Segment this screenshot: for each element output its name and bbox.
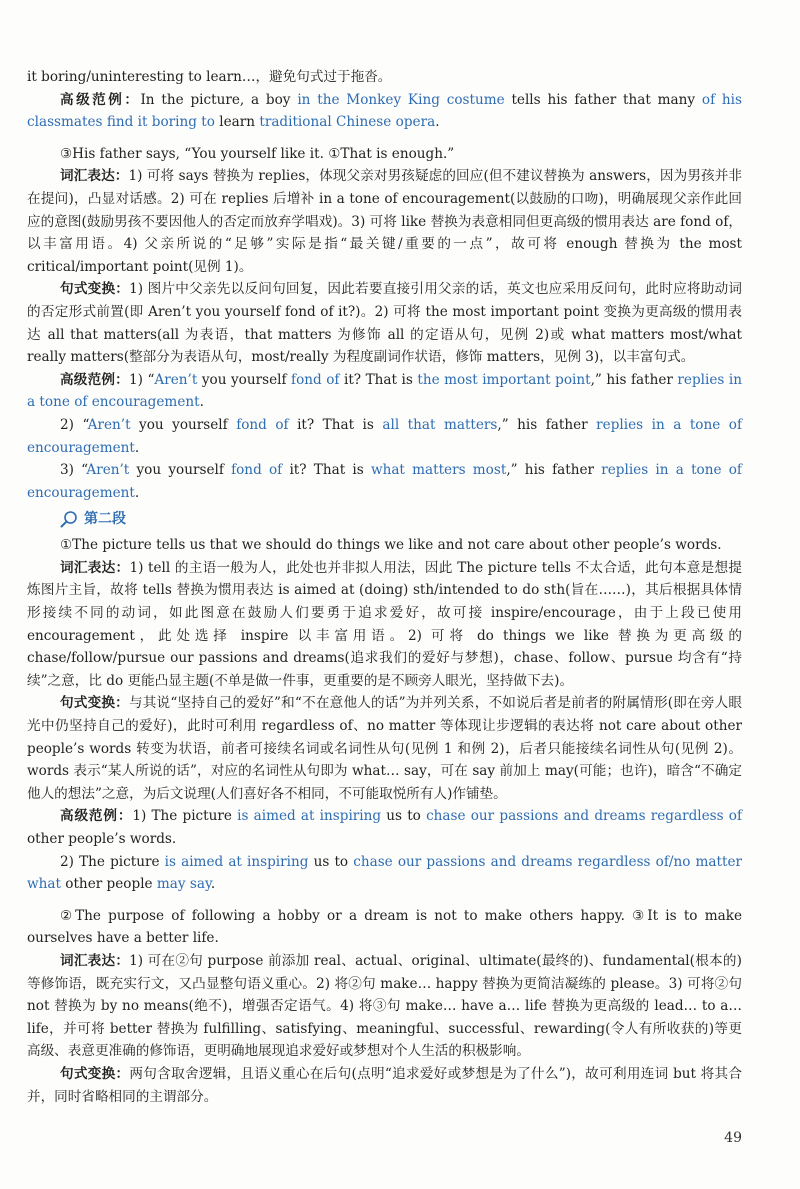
example-text: tells his father that many	[504, 91, 702, 108]
example-text: 3) “	[60, 462, 87, 479]
page-number: 49	[724, 1130, 742, 1146]
vocab-label: 词汇表达：	[60, 952, 130, 969]
example-highlight: fond of	[236, 416, 289, 433]
example-text: it? That is	[339, 371, 418, 388]
syntax-label: 句式变换：	[60, 695, 129, 712]
advanced-example-3-2	[27, 851, 742, 896]
example-text: learn	[214, 114, 260, 131]
example-label: 高级范例：	[60, 808, 133, 825]
example-highlight: fond of	[231, 462, 283, 479]
advanced-example-3-1	[27, 805, 742, 850]
carryover-text: it boring/uninteresting to learn…，避免句式过于拖沓。	[27, 69, 392, 85]
syntax-note-2	[27, 692, 742, 805]
vocab-text: 1) 可在②句 purpose 前添加 real、actual、original、ultimate(最终的)、fundamental(根本的)等修饰语，既充实行文，又凸显整句语义重心。2) 将②句 make… happy 替换为更简洁凝练的 please。3) 可将②句 not 替换为 by no means(绝不)，增强否定语气。4) 将③句 make… have a… life 替换为更高级的 lead… to a… life，并可将 better 替换为 fulfilling、satisfying、meaningful、successful、rewarding(令人有所收获的)等更高级、表意更准确的修饰语，更明确地展现追求爱好或梦想对个人生活的积极影响。	[27, 952, 742, 1060]
source-sentence-p2-23	[27, 905, 742, 950]
example-text: ,” his father	[590, 371, 678, 388]
magnifier-icon	[60, 510, 78, 528]
vocab-text: 1) 可将 says 替换为 replies，体现父亲对男孩疑虑的回应(但不建议替换为 answers，因为男孩并非在提问)，凸显对话感。2) 可在 replies 后增补 in a tone of encouragement(以鼓励的口吻)，明确展现父亲作此回应的意图(鼓励男孩不要因他人的否定而放弃学唱戏)。3) 可将 like 替换为表意相同但更高级的惯用表达 are fond of，以丰富用语。4) 父亲所说的“足够”实际是指“最关键/重要的一点”，故可将 enough 替换为 the most critical/important point(见例 1)。	[27, 168, 743, 275]
advanced-example-2-2	[27, 414, 742, 459]
example-text: us to	[381, 808, 427, 825]
example-text: you yourself	[130, 416, 237, 433]
example-highlight: fond of	[291, 371, 340, 388]
example-text: you yourself	[129, 462, 232, 479]
vocab-label: 词汇表达：	[60, 168, 129, 185]
example-label: 高级范例：	[60, 371, 129, 388]
example-highlight: is aimed at inspiring	[237, 808, 382, 825]
example-highlight: chase our passions and dreams regardless of/no matter what	[27, 853, 742, 893]
vocab-note-2	[27, 557, 742, 693]
syntax-text: 两句含取舍逻辑，且语义重心在后句(点明“追求爱好或梦想是为了什么”)，故可利用连词 but 将其合并，同时省略相同的主谓部分。	[27, 1065, 742, 1105]
example-text: you yourself	[197, 371, 292, 388]
example-text: 1) “	[128, 371, 155, 388]
example-text: it? That is	[282, 462, 371, 479]
example-text: .	[210, 876, 216, 893]
example-text: us to	[308, 853, 354, 870]
section-heading-text: 第二段	[84, 511, 126, 528]
example-text: ,” his father	[497, 416, 597, 433]
example-highlight: replies in a tone of encouragement	[27, 416, 742, 456]
example-highlight: replies in a tone of encouragement	[27, 371, 742, 411]
source-sentence-text: ①The picture tells us that we should do things we like and not care about other people’s words.	[60, 537, 722, 554]
example-text: .	[134, 439, 140, 456]
example-text: 2) “	[60, 416, 88, 433]
example-highlight: of his classmates find it boring to	[27, 91, 742, 131]
example-highlight: Aren’t	[87, 416, 131, 433]
example-text: ,” his father	[506, 462, 602, 479]
example-highlight: may say	[156, 876, 211, 893]
example-highlight: what matters most	[370, 462, 507, 479]
carryover-paragraph	[27, 66, 742, 89]
example-highlight: the most important point	[417, 371, 591, 388]
example-text: other people’s words.	[27, 831, 177, 847]
example-text: 1) The picture	[132, 808, 238, 825]
advanced-example-2-3	[27, 459, 742, 504]
example-text: .	[199, 394, 204, 411]
example-text: .	[435, 114, 440, 131]
example-highlight: traditional Chinese opera	[259, 114, 436, 131]
vocab-text: 1) tell 的主语一般为人，此处也并非拟人用法，因此 The picture tells 不太合适，此句本意是想提炼图片主旨，故将 tells 替换为惯用表达 is aimed at (doing) sth/intended to do sth(旨在……)，其后根据具体情形接续不同的动词，如此图意在鼓励人们要勇于追求爱好，故可接 inspire/encourage，由于上段已使用 encouragement，此处选择 inspire 以丰富用语。2) 可将 do things we like 替换为更高级的 chase/follow/pursue our passions and dreams(追求我们的爱好与梦想)，chase、follow、pursue 均含有“持续”之意，比 do 更能凸显主题(不单是做一件事，更重要的是不顾旁人眼光，坚持做下去)。	[27, 559, 742, 689]
example-highlight: Aren’t	[86, 462, 130, 479]
section-heading-2	[60, 508, 742, 530]
example-label: 高级范例：	[60, 91, 141, 108]
example-text: it? That is	[288, 416, 383, 433]
syntax-note-3	[27, 1063, 742, 1108]
example-highlight: all that matters	[382, 416, 498, 433]
example-highlight: in the Monkey King costume	[297, 91, 505, 108]
syntax-text: 1) 图片中父亲先以反问句回复，因此若要直接引用父亲的话，英文也应采用反问句，此时应将助动词的否定形式前置(即 Aren’t you yourself fond of it?)。2) 可将 the most important point 变换为更高级的惯用表达 all that matters(all 为表语，that matters 为修饰 all 的定语从句，见例 2)或 what matters most/what really matters(整部分为表语从句，most/really 为程度副词作状语，修饰 matters，见例 3)，以丰富句式。	[27, 281, 742, 366]
example-text: other people	[60, 876, 157, 893]
syntax-label: 句式变换：	[60, 281, 130, 298]
example-highlight: replies in a tone of encouragement	[27, 462, 742, 501]
example-highlight: is aimed at inspiring	[164, 853, 309, 870]
source-sentence-text: ③His father says, “You yourself like it. ①That is enough.”	[60, 145, 455, 162]
syntax-note-1	[27, 278, 742, 368]
advanced-example-1	[27, 89, 742, 134]
vocab-note-3	[27, 950, 742, 1063]
source-sentence-3	[27, 143, 742, 166]
example-text: In the picture, a boy	[140, 91, 298, 108]
vocab-note-1	[27, 165, 742, 278]
syntax-text: 与其说“坚持自己的爱好”和“不在意他人的话”为并列关系，不如说后者是前者的附属情形(即在旁人眼光中仍坚持自己的爱好)，此时可利用 regardless of、no matter 等体现让步逻辑的表达将 not care about other people’s words 转变为状语，前者可接续名词或名词性从句(见例 1 和例 2)，后者只能接续名词性从句(见例 2)。words 表示“某人所说的话”，对应的名词性从句即为 what… say，可在 say 前加上 may(可能；也许)，暗含“不确定他人的想法”之意，为后文说理(人们喜好各不相同，不可能取悦所有人)作铺垫。	[27, 695, 742, 802]
source-sentence-text: ②The purpose of following a hobby or a dream is not to make others happy. ③It is to make ourselves have a better life.	[27, 907, 742, 947]
example-highlight: chase our passions and dreams regardless of	[426, 808, 743, 825]
example-highlight: Aren’t	[154, 371, 198, 388]
syntax-label: 句式变换：	[60, 1065, 130, 1082]
source-sentence-p2-1	[27, 534, 742, 557]
example-text: .	[134, 484, 140, 501]
vocab-label: 词汇表达：	[60, 559, 130, 576]
advanced-example-2-1	[27, 369, 742, 414]
example-text: 2) The picture	[60, 853, 165, 870]
